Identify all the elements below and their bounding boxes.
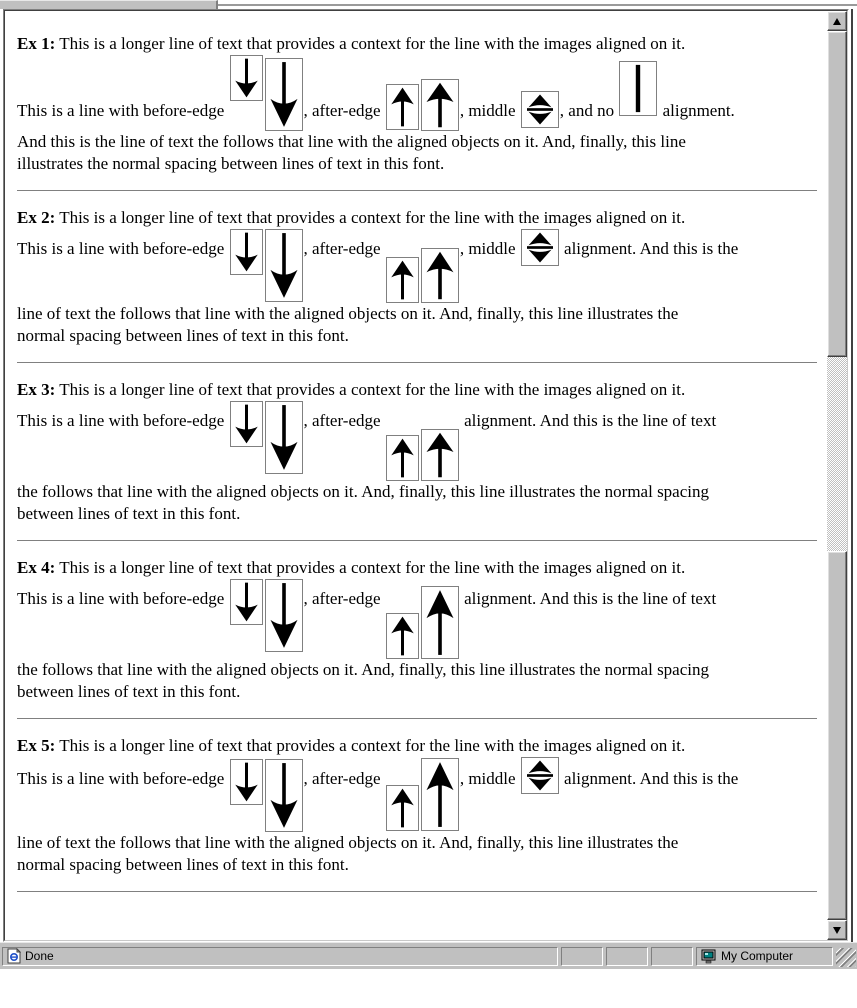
- example-text: illustrates the normal spacing between lines of text in this font.: [17, 154, 445, 173]
- image-arrow-down: [265, 579, 303, 652]
- example-label: Ex 1:: [17, 34, 56, 53]
- example-paragraph: [17, 557, 817, 703]
- scroll-up-arrow-icon: [833, 18, 841, 25]
- example-text: This is a line with before-edge: [17, 411, 229, 430]
- toolbar-remnant: [0, 0, 218, 9]
- example-text: , after-edge: [303, 769, 385, 788]
- scroll-track-lower-block[interactable]: [827, 551, 847, 920]
- example-text: This is a longer line of text that provides a context for the line with the images aligned on it.: [55, 380, 686, 399]
- ie-document-icon: [7, 948, 21, 964]
- example-label: Ex 3:: [17, 380, 56, 399]
- zone-label: My Computer: [721, 949, 794, 963]
- my-computer-icon: [701, 949, 717, 964]
- scroll-down-button[interactable]: [827, 920, 847, 940]
- example-text: alignment. And this is the: [559, 239, 739, 258]
- example-text: the follows that line with the aligned objects on it. And, finally, this line illustrates the normal spacing: [17, 660, 709, 679]
- window-right-border: [851, 9, 853, 942]
- example-text: the follows that line with the aligned objects on it. And, finally, this line illustrates the normal spacing: [17, 482, 709, 501]
- image-arrow-down: [230, 401, 263, 447]
- separator: [17, 891, 817, 893]
- status-pane-main: [2, 947, 558, 966]
- example-text: , middle: [459, 769, 520, 788]
- example-text: This is a line with before-edge: [17, 239, 229, 258]
- image-arrow-down: [265, 759, 303, 832]
- example-text: , middle: [459, 239, 520, 258]
- image-arrow-up: [421, 248, 459, 303]
- example-text: , after-edge: [303, 589, 385, 608]
- image-arrow-up: [421, 429, 459, 481]
- status-pane-empty-3: [651, 947, 693, 966]
- separator: [17, 718, 817, 720]
- image-arrow-up: [386, 435, 419, 481]
- example-text: alignment.: [658, 101, 735, 120]
- image-arrow-up: [421, 79, 459, 131]
- example-text: This is a line with before-edge: [17, 589, 229, 608]
- separator: [17, 540, 817, 542]
- example-label: Ex 4:: [17, 558, 56, 577]
- example-text: This is a longer line of text that provides a context for the line with the images aligned on it.: [55, 558, 686, 577]
- image-arrow-up: [421, 586, 459, 659]
- image-arrow-up: [386, 613, 419, 659]
- page-frame: [4, 10, 848, 941]
- scroll-up-button[interactable]: [827, 11, 847, 31]
- status-pane-empty-2: [606, 947, 648, 966]
- example-text: alignment. And this is the line of text: [459, 589, 717, 608]
- status-pane-empty-1: [561, 947, 603, 966]
- example-text: This is a longer line of text that provides a context for the line with the images aligned on it.: [55, 736, 686, 755]
- example-text: , middle: [459, 101, 520, 120]
- image-arrow-updown: [521, 91, 559, 128]
- example-paragraph: [17, 33, 817, 175]
- example-paragraph: [17, 379, 817, 525]
- example-text: between lines of text in this font.: [17, 682, 241, 701]
- browser-viewport: [3, 9, 849, 942]
- example-paragraph: [17, 207, 817, 347]
- image-arrow-down: [230, 759, 263, 805]
- status-pane-zone: [696, 947, 833, 966]
- toolbar-bottom-edge: [0, 0, 857, 9]
- image-arrow-down: [265, 401, 303, 474]
- separator: [17, 362, 817, 364]
- status-text: Done: [25, 949, 54, 963]
- example-text: normal spacing between lines of text in this font.: [17, 326, 349, 345]
- example-text: This is a line with before-edge: [17, 769, 229, 788]
- image-arrow-updown: [521, 229, 559, 266]
- example-text: line of text the follows that line with the aligned objects on it. And, finally, this line illustrates the: [17, 304, 679, 323]
- example-text: And this is the line of text the follows that line with the aligned objects on it. And, finally, this line: [17, 132, 686, 151]
- example-text: , after-edge: [303, 239, 385, 258]
- example-paragraph: [17, 735, 817, 876]
- example-text: This is a line with before-edge: [17, 101, 229, 120]
- scroll-track-dither[interactable]: [827, 357, 847, 551]
- image-arrow-up: [386, 785, 419, 831]
- image-arrow-up: [386, 84, 419, 130]
- example-text: alignment. And this is the: [559, 769, 739, 788]
- example-text: This is a longer line of text that provides a context for the line with the images aligned on it.: [55, 208, 686, 227]
- image-arrow-down: [230, 579, 263, 625]
- example-text: , after-edge: [303, 101, 385, 120]
- image-arrow-down: [230, 55, 263, 101]
- example-text: , and no: [559, 101, 619, 120]
- image-arrow-updown: [521, 757, 559, 794]
- image-arrow-down: [230, 229, 263, 275]
- example-label: Ex 2:: [17, 208, 56, 227]
- image-arrow-down: [265, 229, 303, 302]
- scroll-down-arrow-icon: [833, 927, 841, 934]
- vertical-scrollbar[interactable]: [827, 11, 847, 940]
- separator: [17, 190, 817, 192]
- scroll-thumb[interactable]: [827, 31, 847, 357]
- content: [5, 11, 827, 940]
- example-label: Ex 5:: [17, 736, 56, 755]
- toolbar-divider: [218, 4, 857, 6]
- image-vbar: [619, 61, 657, 116]
- image-arrow-up: [421, 758, 459, 831]
- example-text: between lines of text in this font.: [17, 504, 241, 523]
- example-text: normal spacing between lines of text in this font.: [17, 855, 349, 874]
- status-bar: [0, 942, 857, 969]
- image-arrow-down: [265, 58, 303, 131]
- example-text: , after-edge: [303, 411, 385, 430]
- image-arrow-up: [386, 257, 419, 303]
- example-text: alignment. And this is the line of text: [459, 411, 717, 430]
- resize-grip[interactable]: [836, 948, 856, 967]
- example-text: line of text the follows that line with the aligned objects on it. And, finally, this line illustrates the: [17, 833, 679, 852]
- example-text: This is a longer line of text that provides a context for the line with the images aligned on it.: [55, 34, 686, 53]
